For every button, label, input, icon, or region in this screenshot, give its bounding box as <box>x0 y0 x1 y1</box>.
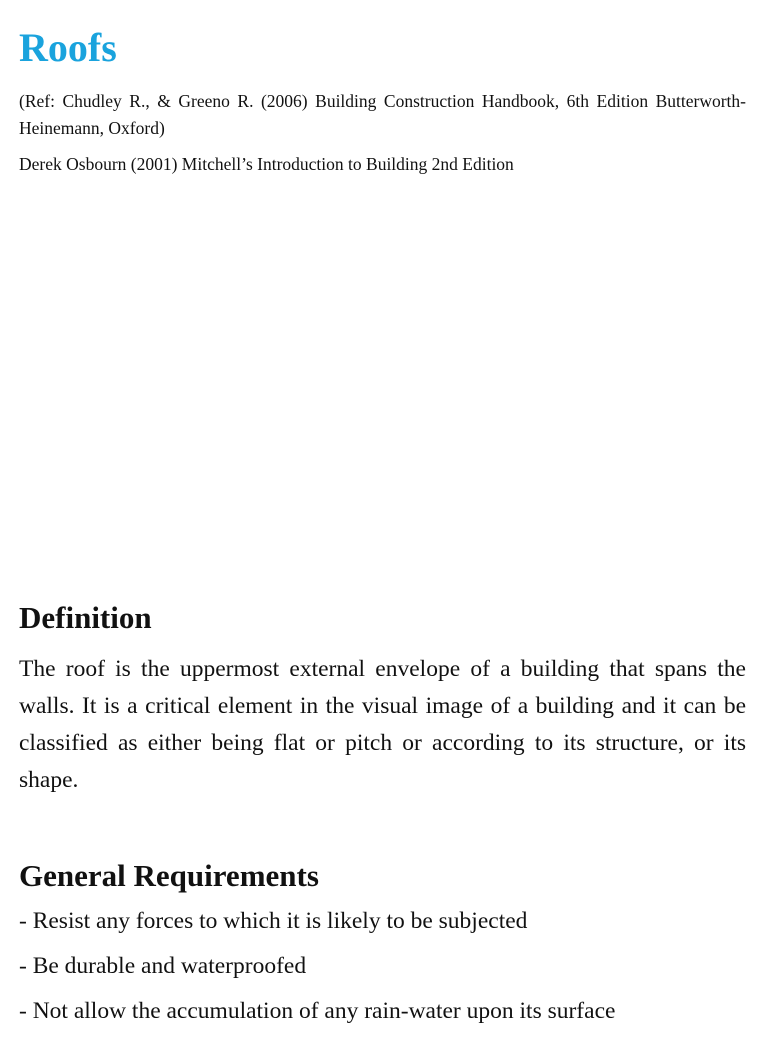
requirements-list <box>19 906 746 1041</box>
list-item: - Resist any forces to which it is likely to be subjected <box>19 908 528 934</box>
definition-paragraph: The roof is the uppermost external envelope of a building that spans the walls. It is a critical element in the visual image of a building and it can be classified as either being flat or pitch or according to its structure, or its shape. <box>19 656 746 793</box>
general-requirements-heading: General Requirements <box>19 858 319 893</box>
reference-citation-2: Derek Osbourn (2001) Mitchell’s Introduction to Building 2nd Edition <box>19 154 514 174</box>
definition-heading: Definition <box>19 600 152 635</box>
list-item: - Be durable and waterproofed <box>19 953 307 979</box>
page-title: Roofs <box>19 25 117 70</box>
reference-citation-1: (Ref: Chudley R., & Greeno R. (2006) Building Construction Handbook, 6th Edition Butterworth-Heinemann, Oxford) <box>19 91 746 138</box>
list-item: - Not allow the accumulation of any rain-water upon its surface <box>19 998 616 1024</box>
